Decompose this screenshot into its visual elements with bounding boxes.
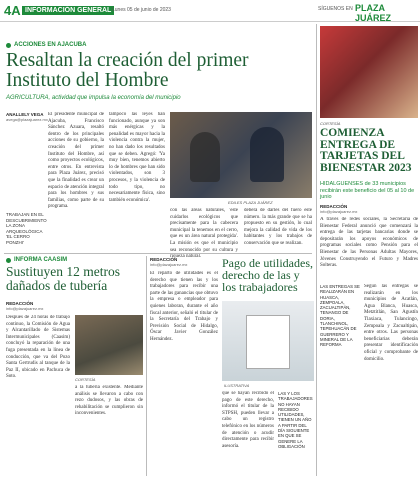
story3-column-1: El reparto de utilidades es el derecho que tienen las y los trabajadores para recibir una parte de las ganancias que obtuvo la empresa o empleador para quienes laboran, durante el año fiscal anterior, señaló el titular de la Secretaría del Trabajo y Previsión Social de Hidalgo, Óscar Javier González Hernández.	[150, 271, 218, 342]
story1-headline: Resaltan la creación del primer Instituto del Hombre	[6, 50, 249, 91]
byline-email: info@plazajuarez.mx	[150, 262, 188, 267]
story1-subhead: AGRICULTURA, actividad que impulsa la economía del municipio	[6, 95, 181, 101]
person-silhouette	[250, 127, 284, 182]
story4-credit	[320, 204, 357, 214]
story3-headline: Pago de utilidades, derecho de las y los trabajadores	[222, 256, 313, 295]
story1-column-2: tampoco las leyes han funcionado, aunque ya son más enérgicas y la penalidad es mayor hacia la violencia contra la mujer, no han dado los resultados que se deben. Agregó: 'Ya muy bien, tenemos abierto lo de hombres que han sido violentados, son 3 procesos, y la violencia de todo tipo, no necesariamente física, sino también económica'.	[109, 112, 165, 203]
byline: REDACCIÓN	[320, 204, 348, 209]
bullet-icon	[6, 258, 11, 263]
person-silhouette	[190, 132, 220, 182]
page-number: 4A	[4, 3, 21, 18]
story1-column-3: con las áreas naturales, 'este cuidarlos ecológicos que precisamente para la cabecera municipal la tenemos en el cerro, que es un área natural protegida'. La misión es que el municipio sea reconocido por su cultura y riqueza natural.	[170, 208, 238, 260]
document-illustration	[246, 315, 290, 369]
byline-email: avega@plazajuarez.mx	[6, 117, 48, 122]
bullet-icon	[6, 43, 11, 48]
story2-column-2: a la tubería existente. Mediante análisis se llevaron a cabo con rezo dudosos, y las obras de rehabilitación se cumplieron sin inconvenientes.	[75, 385, 143, 417]
byline: REDACCIÓN	[150, 257, 178, 262]
story1-pullquote: TRABAJAN EN EL DESCUBRIMIENTO LA ZONA ARQUEOLÓGICA 'EL CERRO PONZHI'	[6, 212, 47, 245]
byline-email: info@plazajuarez.mx	[320, 209, 358, 214]
story4-photo	[320, 26, 418, 118]
story4-body-2: Según las entregas se realizarán en los municipios de Acatlán, Agua Blanca, Huasca, Metztitlán, San Agustín Tlaxiaca, Tulancingo, Zempoala y Zacualtipán, entre otros. Las personas beneficiarias deberán presentar identificación oficial y comprobante de domicilio.	[364, 284, 418, 362]
story1-photo-caption: EDILES PLAZA JUÁREZ	[228, 200, 273, 205]
story3-column-2: que se hayan recibido el pago de este derecho, informó el titular de la STPSH, pueden llevar a cabo un registro telefónico en los números de atención o acudir directamente para recibir asesoría.	[222, 391, 274, 449]
story3-pullquote: LAS Y LOS TRABAJADORES NO HAYAN RECIBIDO UTILIDADES, TIENEN UN AÑO A PARTIR DEL DÍA SIGUIENTE EN QUE SE GENERE LA OBLIGACIÓN	[278, 391, 313, 449]
story1-kicker: ACCIONES EN AJACUBA	[6, 42, 86, 48]
story3-photo-caption: ILUSTRATIVA	[224, 383, 250, 388]
story4-photo-caption: CORTESÍA	[320, 121, 341, 126]
story4-pullquote: LAS ENTREGAS SE REALIZARÁN EN HUASCA, ZEMPOALA, ZACUALTIPÁN, TENANGO DE DORIA, TLANCHINOL, TEPEHUACÁN DE GUERRERO Y MINERAL DE LA REFORMA	[320, 284, 360, 348]
story-tuberia	[0, 255, 145, 480]
story2-headline: Sustituyen 12 metros dañados de tubería	[6, 264, 120, 293]
issue-date: Lunes 05 de junio de 2023	[112, 7, 171, 13]
newspaper-logo: PLAZA JUÁREZ	[355, 3, 392, 23]
section-label: INFORMACIÓN GENERAL	[22, 6, 114, 15]
story2-column-1: Después de 24 horas de trabajo continuo, la Comisión de Agua y Alcantarillado de Sistemas Intermunicipales (Caasim) concluyó la reparación de una fuga presentada en la línea de conducción, que va del Pozo Santa Gertrudis al tanque de la Paz II, ubicado en Pachuca de Soto.	[6, 315, 70, 380]
story4-summary: HIDALGUENSES de 33 municipios recibirán este beneficio del 05 al 10 de junio	[320, 181, 415, 201]
story-utilidades	[148, 255, 314, 480]
byline: REDACCIÓN	[6, 301, 34, 306]
story1-photo	[170, 112, 312, 198]
story2-photo	[75, 315, 143, 375]
divider	[146, 256, 147, 476]
story2-photo-caption: CORTESÍA	[75, 377, 96, 382]
story2-kicker: INFORMA CAASIM	[6, 257, 67, 263]
divider	[4, 253, 312, 254]
story-bienestar	[318, 24, 420, 480]
story3-photo	[222, 301, 314, 381]
page-header	[0, 0, 420, 22]
story2-credit	[6, 301, 43, 311]
byline: ANALLELY VEGA	[6, 112, 44, 117]
story4-headline: COMIENZA ENTREGA DE TARJETAS DEL BIENESTAR 2023	[320, 127, 412, 175]
byline-email: info@plazajuarez.mx	[6, 306, 44, 311]
story3-credit	[150, 257, 187, 267]
follow-us-label: SÍGUENOS EN	[318, 6, 353, 12]
story4-body: A través de redes sociales, la Secretaría de Bienestar Federal anunció que comenzará la entrega de las tarjetas bancarias donde se depositarán los apoyos económicos de programas sociales como Pensión para el Bienestar de las Personas Adultas Mayores, Jóvenes Construyendo el Futuro y Madres Solteras.	[320, 217, 418, 269]
divider	[316, 24, 317, 476]
story1-column-4: deberá de dárles del fuero este número. la más grande que se ha propuesto en su gestión, lo cual mejora la calidad de vida de los habitantes y los trabajos de conservación que se realizan.	[244, 208, 312, 246]
story1-column-1: El presidente municipal de Ajacuba, Francisco Sánchez Azuara, resaltó dentro de los principales acciones de su gobierno, la creación del primer Instituto del Hombre, así como proyectos ecológicos, entre otros. En entrevista para Plaza Juárez, precisó que la finalidad es crear un espacio de atención integral para los hombres y sus familias, como parte de su programa.	[48, 112, 104, 210]
